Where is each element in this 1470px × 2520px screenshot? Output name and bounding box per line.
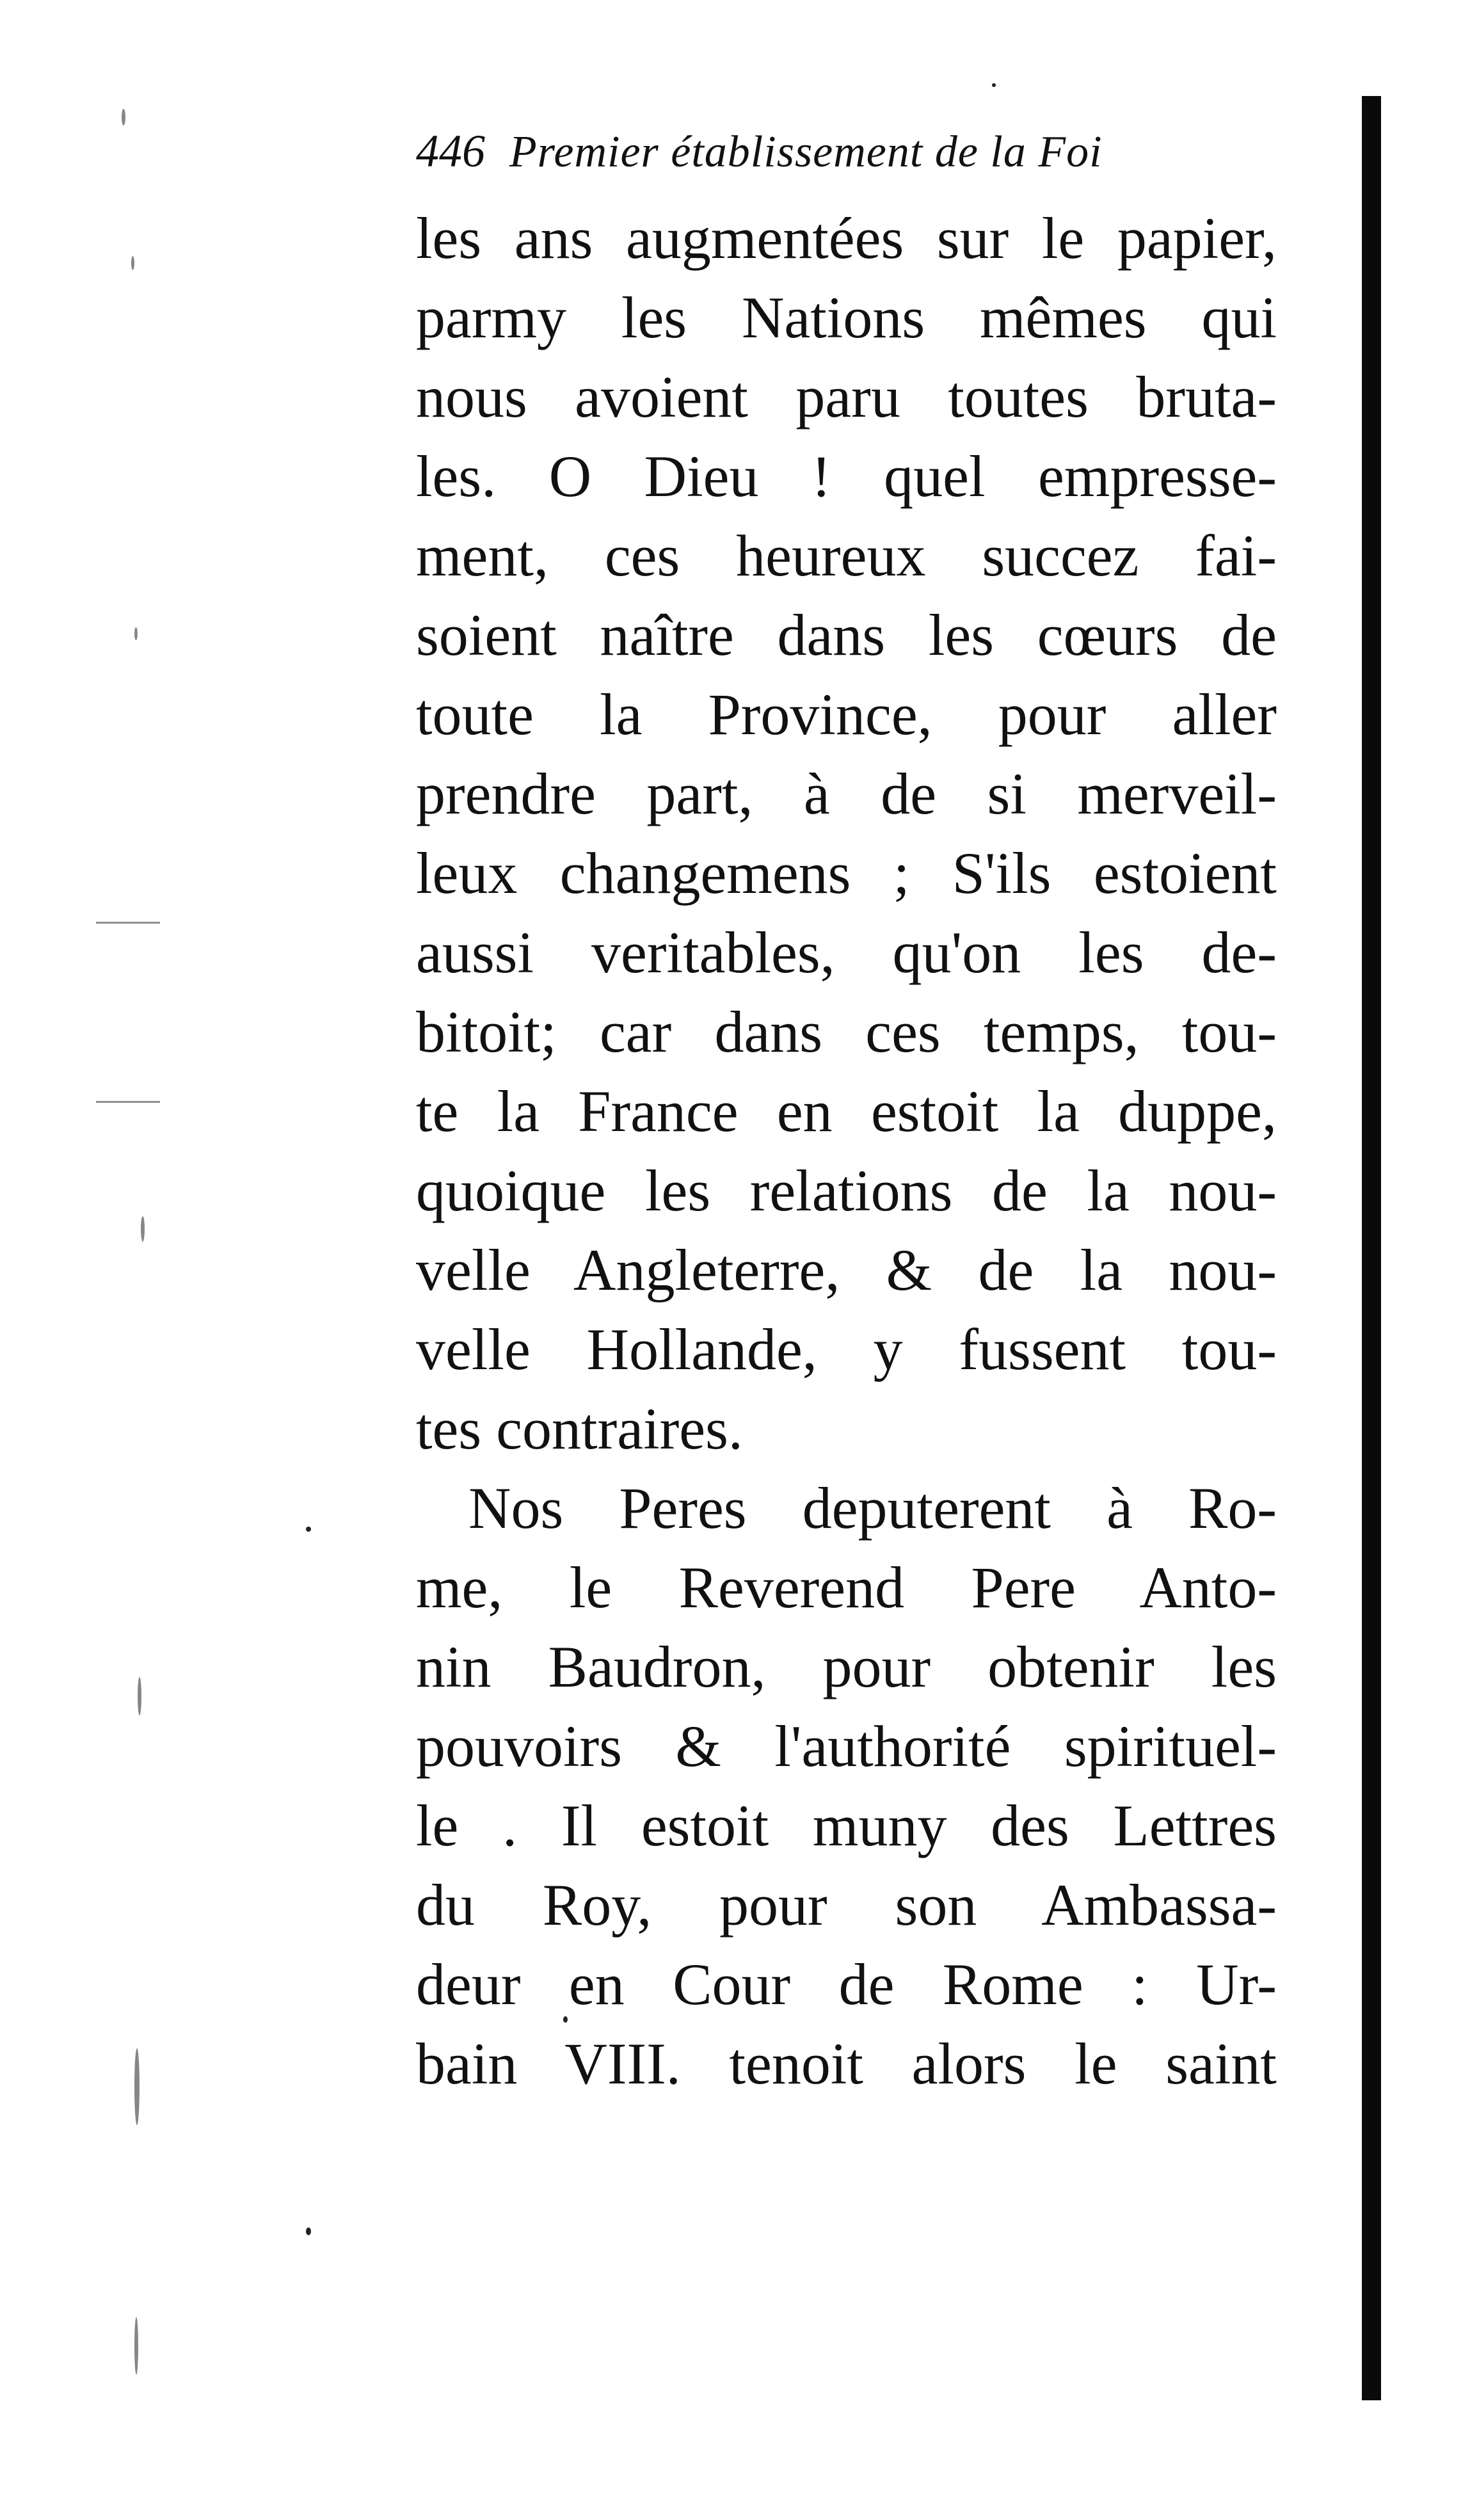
text-line: parmy les Nations mêmes qui — [416, 285, 1277, 350]
text-line: ment, ces heureux succez fai- — [416, 523, 1277, 588]
text-line: toute la Province, pour aller — [416, 682, 1277, 747]
running-title: Premier établissement de la Foi — [509, 127, 1103, 177]
paragraph — [416, 1468, 1277, 2103]
gutter-speck — [131, 256, 134, 270]
text-line: les. O Dieu ! quel empresse- — [416, 444, 1277, 509]
text-line: bitoit; car dans ces temps, tou- — [416, 999, 1277, 1064]
gutter-bleed-through — [96, 90, 173, 2432]
ink-speck — [306, 1527, 311, 1532]
text-line: velle Hollande, y fussent tou- — [416, 1317, 1277, 1382]
ink-speck — [992, 83, 996, 87]
text-line: prendre part, à de si merveil- — [416, 761, 1277, 826]
text-line: me, le Reverend Pere Anto- — [416, 1555, 1277, 1620]
text-line: soient naître dans les cœurs de — [416, 602, 1277, 668]
text-line: les ans augmentées sur le papier, — [416, 205, 1277, 271]
text-line: te la France en estoit la duppe, — [416, 1079, 1277, 1144]
text-line: leux changemens ; S'ils estoient — [416, 840, 1277, 906]
gutter-speck — [138, 1677, 141, 1715]
binding-edge-rule — [1362, 96, 1381, 2400]
ink-speck — [306, 2227, 311, 2235]
body-text — [416, 198, 1277, 2103]
gutter-rule-mark — [96, 1101, 160, 1103]
text-line: quoique les relations de la nou- — [416, 1158, 1277, 1223]
gutter-rule-mark — [96, 922, 160, 924]
gutter-speck — [134, 2317, 138, 2375]
gutter-speck — [141, 1216, 145, 1242]
page-header — [416, 125, 1261, 195]
text-line: pouvoirs & l'authorité spirituel- — [416, 1713, 1277, 1779]
page-number: 446 — [416, 125, 485, 177]
text-line: bain VIII. tenoit alors le saint — [416, 2031, 1277, 2096]
text-line: velle Angleterre, & de la nou- — [416, 1237, 1277, 1303]
text-line: deur en Cour de Rome : Ur- — [416, 1952, 1277, 2017]
text-line: Nos Peres deputerent à Ro- — [468, 1475, 1277, 1541]
text-line: aussi veritables, qu'on les de- — [416, 920, 1277, 985]
text-line: nin Baudron, pour obtenir les — [416, 1634, 1277, 1699]
text-line: du Roy, pour son Ambassa- — [416, 1872, 1277, 1938]
text-line: nous avoient paru toutes bruta- — [416, 364, 1277, 429]
gutter-speck — [122, 109, 125, 125]
gutter-speck — [134, 627, 138, 640]
text-line: le . Il estoit muny des Lettres — [416, 1793, 1277, 1858]
gutter-speck — [134, 2048, 140, 2125]
paragraph — [416, 198, 1277, 1468]
text-line: tes contraires. — [416, 1396, 743, 1461]
